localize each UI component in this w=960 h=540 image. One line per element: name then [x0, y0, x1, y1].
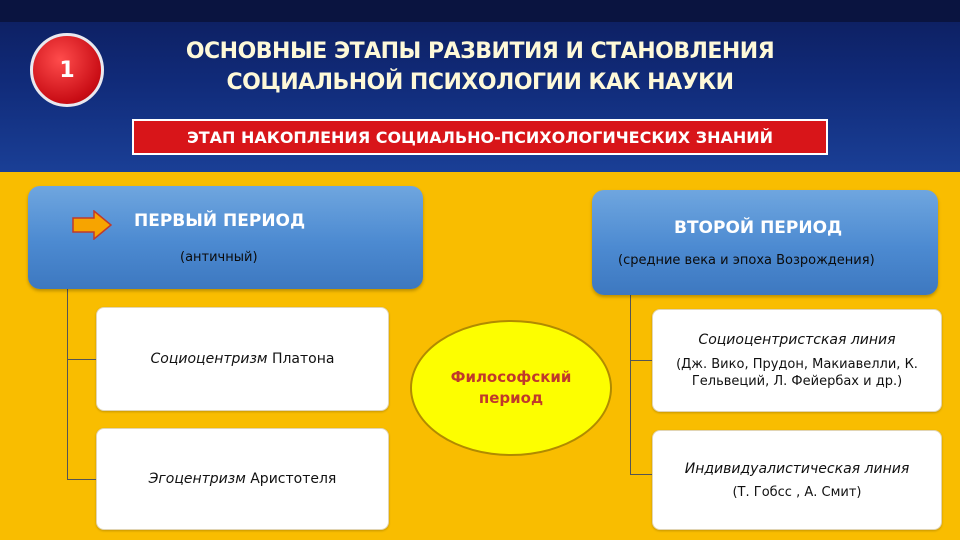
- item-1-italic: Социоцентризм: [150, 351, 268, 367]
- page-title: [150, 36, 810, 98]
- first-period-item-2: [96, 428, 389, 530]
- right-connector-vertical: [630, 295, 631, 475]
- right-connector-to-card-4: [630, 474, 653, 475]
- center-line-1: Философский: [450, 368, 572, 386]
- title-line-1: ОСНОВНЫЕ ЭТАПЫ РАЗВИТИЯ И СТАНОВЛЕНИЯ: [185, 39, 775, 64]
- first-period-title: ПЕРВЫЙ ПЕРИОД: [134, 211, 306, 231]
- individualistic-line-card: [652, 430, 942, 530]
- first-period-item-1: [96, 307, 389, 411]
- philosophical-period-ellipse: [410, 320, 612, 456]
- title-line-2: СОЦИАЛЬНОЙ ПСИХОЛОГИИ КАК НАУКИ: [226, 70, 734, 95]
- second-period-subtitle: (средние века и эпоха Возрождения): [618, 253, 875, 268]
- right-connector-to-card-3: [630, 360, 653, 361]
- stage-label: ЭТАП НАКОПЛЕНИЯ СОЦИАЛЬНО-ПСИХОЛОГИЧЕСКИХ ЗНАНИЙ: [132, 119, 828, 155]
- item-2-rest: Аристотеля: [245, 471, 337, 487]
- left-connector-to-card-1: [67, 359, 97, 360]
- left-connector-to-card-2: [67, 479, 97, 480]
- left-connector-vertical: [67, 289, 68, 479]
- sociocentric-line-body: (Дж. Вико, Прудон, Макиавелли, К. Гельвеций, Л. Фейербах и др.): [676, 356, 918, 389]
- first-period-subtitle: (античный): [180, 250, 258, 265]
- slide-number: 1: [59, 57, 75, 83]
- sociocentric-line-heading: Социоцентристская линия: [698, 331, 896, 348]
- center-line-2: период: [478, 389, 544, 407]
- item-2-italic: Эгоцентризм: [148, 471, 246, 487]
- slide-number-badge: [30, 33, 104, 107]
- individualistic-line-heading: Индивидуалистическая линия: [684, 460, 910, 477]
- individualistic-line-body: (Т. Гобсс , А. Смит): [732, 484, 862, 500]
- item-1-rest: Платона: [267, 351, 335, 367]
- sociocentric-line-card: [652, 309, 942, 412]
- top-strip: [0, 0, 960, 22]
- second-period-title: ВТОРОЙ ПЕРИОД: [674, 218, 843, 238]
- second-period-box: [592, 190, 938, 295]
- right-arrow-icon: [72, 210, 112, 240]
